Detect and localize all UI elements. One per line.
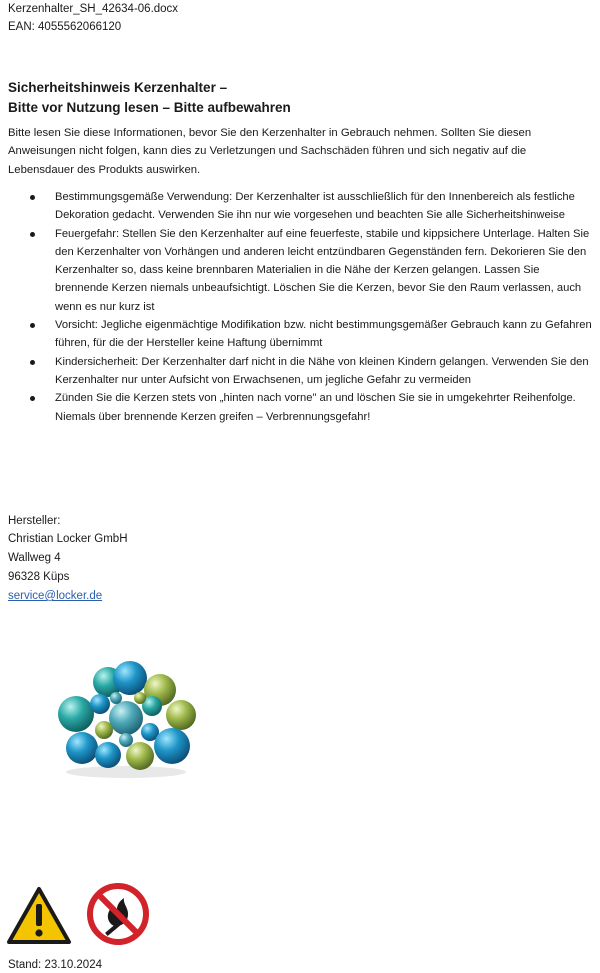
document-filename: Kerzenhalter_SH_42634-06.docx — [8, 3, 179, 15]
manufacturer-email-link[interactable]: service@locker.de — [8, 590, 103, 602]
title-line-1: Sicherheitshinweis Kerzenhalter – — [8, 80, 228, 95]
intro-paragraph: Bitte lesen Sie diese Informationen, bevor Sie den Kerzenhalter in Gebrauch nehmen. Sollten Sie diesen Anweisungen nicht folgen, kann dies zu Verletzungen und Sachschäden führen und sich negativ auf die Lebensdauer des Produkts auswirken. — [8, 127, 532, 176]
manufacturer-email-wrap — [8, 587, 102, 606]
safety-bullet-list — [0, 188, 600, 426]
bullet-lighting-order: Zünden Sie die Kerzen stets von „hinten nach vorne" an und löschen Sie sie in umgekehrter Reihenfolge. Niemals über brennende Kerzen greifen – Verbrennungsgefahr! — [0, 389, 595, 426]
bullet-child-safety: Kindersicherheit: Der Kerzenhalter darf nicht in die Nähe von kleinen Kindern gelangen. Verwenden Sie den Kerzenhalter nur unter Aufsicht von Erwachsenen, um jegliche Gefahr zu vermeiden — [0, 353, 595, 390]
bullet-caution: Vorsicht: Jegliche eigenmächtige Modifikation bzw. nicht bestimmungsgemäßer Gebrauch kann zu Gefahren führen, für die der Hersteller keine Haftung übernimmt — [0, 316, 595, 353]
candle-holder-product-icon — [48, 660, 204, 780]
bullet-dot — [30, 360, 35, 365]
manufacturer-company: Christian Locker GmbH — [8, 533, 128, 545]
bullet-dot — [30, 232, 35, 237]
bullet-intended-use: Bestimmungsgemäße Verwendung: Der Kerzenhalter ist ausschließlich für den Innenbereich als festliche Dekoration gedacht. Verwenden Sie ihn nur wie vorgesehen und beachten Sie alle Sicherheitshinweise — [0, 188, 595, 225]
title-line-2: Bitte vor Nutzung lesen – Bitte aufbewahren — [8, 100, 291, 115]
warning-triangle-icon — [6, 886, 72, 946]
bullet-dot — [30, 323, 35, 328]
bullet-dot — [30, 396, 35, 401]
document-date: Stand: 23.10.2024 — [8, 959, 102, 971]
manufacturer-label: Hersteller: — [8, 515, 61, 527]
manufacturer-street: Wallweg 4 — [8, 552, 61, 564]
ean-code: EAN: 4055562066120 — [8, 21, 122, 33]
bullet-fire-hazard: Feuergefahr: Stellen Sie den Kerzenhalter auf eine feuerfeste, stabile und kippsichere Unterlage. Halten Sie den Kerzenhalter von Vorhängen und anderen leicht entzündbaren Gegenständen fern. Dekorieren Sie den Kerzenhalter so, dass keine brennbaren Materialien in die Nähe der Kerzen gelangen. Lassen Sie brennende Kerzen niemals unbeaufsichtigt. Löschen Sie die Kerzen, bevor Sie den Raum verlassen, auch wenn es nur kurz ist — [0, 225, 595, 316]
manufacturer-city: 96328 Küps — [8, 571, 70, 583]
bullet-dot — [30, 195, 35, 200]
no-open-flame-icon — [86, 882, 150, 946]
